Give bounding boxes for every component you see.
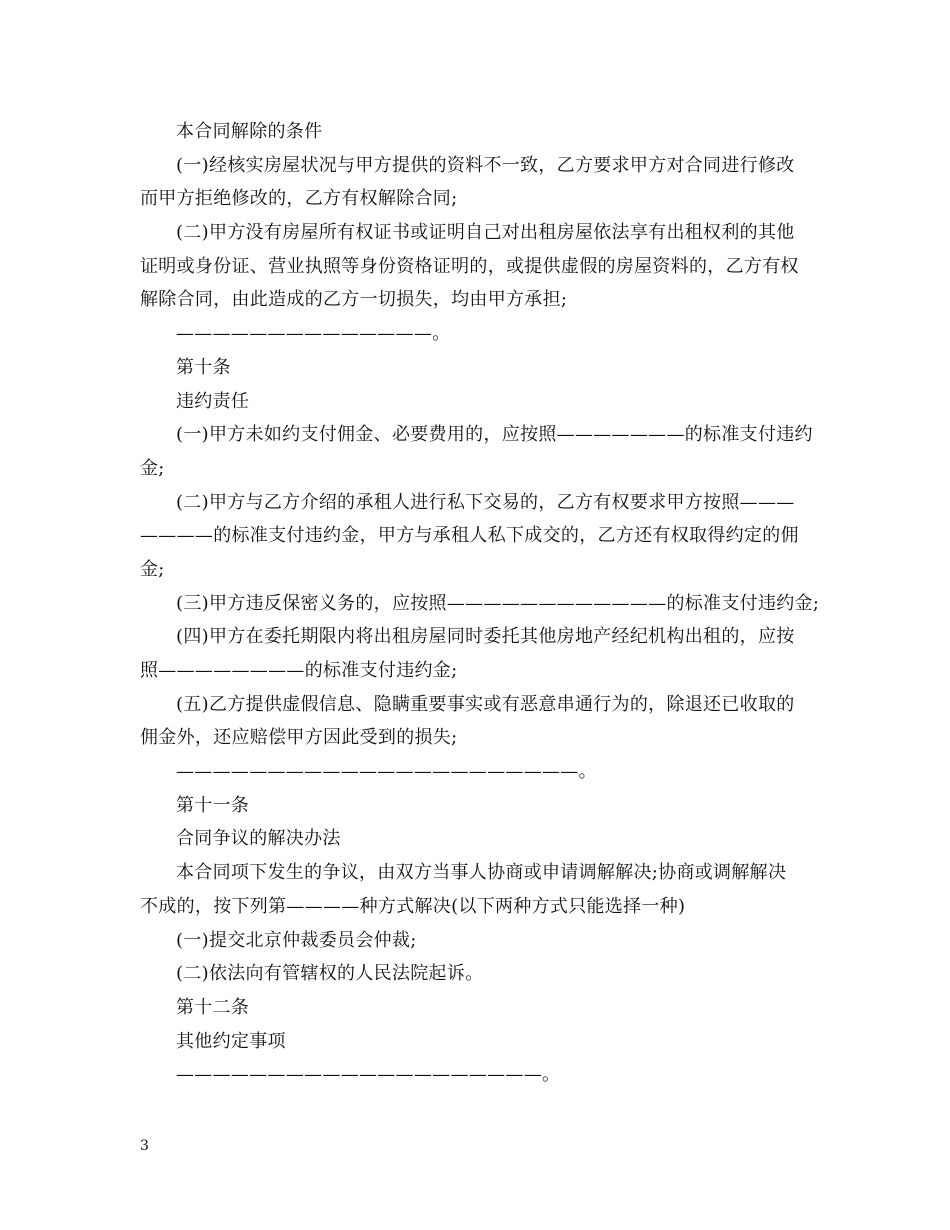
paragraph-line: 本合同项下发生的争议，由双方当事人协商或申请调解解决;协商或调解解决 [176,862,787,884]
blank-fill-line: ——————————————。 [176,323,451,345]
paragraph-line: ————的标准支付违约金，甲方与承租人私下成交的，乙方还有权取得约定的佣 [140,525,799,547]
paragraph-line: (一)甲方未如约支付佣金、必要费用的，应按照———————的标准支付违约 [176,424,813,446]
article-title: 其他约定事项 [176,1030,286,1052]
paragraph-line: 照————————的标准支付违约金; [140,660,458,681]
paragraph-line: (二)甲方与乙方介绍的承租人进行私下交易的，乙方有权要求甲方按照——— [176,491,795,513]
paragraph-line: 不成的，按下列第————种方式解决(以下两种方式只能选择一种) [140,895,686,917]
paragraph-line: 证明或身份证、营业执照等身份资格证明的，或提供虚假的房屋资料的，乙方有权 [140,255,799,277]
paragraph-line: 而甲方拒绝修改的，乙方有权解除合同; [140,188,458,210]
paragraph-line: 佣金外，还应赔偿甲方因此受到的损失; [140,727,458,749]
document-body [140,115,820,1092]
article-title: 违约责任 [176,390,250,412]
paragraph-line: (二)依法向有管辖权的人民法院起诉。 [176,963,484,985]
article-number: 第十二条 [176,996,250,1018]
clause-heading-termination: 本合同解除的条件 [176,121,323,142]
paragraph-line: (二)甲方没有房屋所有权证书或证明自己对出租房屋依法享有出租权利的其他 [176,222,795,244]
paragraph-line: (一)提交北京仲裁委员会仲裁; [176,929,417,951]
paragraph-line: (一)经核实房屋状况与甲方提供的资料不一致，乙方要求甲方对合同进行修改 [176,154,795,176]
article-number: 第十一条 [176,794,250,816]
paragraph-line: 金; [140,558,165,580]
blank-fill-line: ——————————————————————。 [176,761,597,783]
paragraph-line: (四)甲方在委托期限内将出租房屋同时委托其他房地产经纪机构出租的，应按 [176,626,795,648]
paragraph-line: (五)乙方提供虚假信息、隐瞒重要事实或有恶意串通行为的，除退还已收取的 [176,693,795,715]
page-number: 3 [140,1138,149,1154]
paragraph-line: (三)甲方违反保密义务的，应按照————————————的标准支付违约金; [176,592,820,614]
paragraph-line: 解除合同，由此造成的乙方一切损失，均由甲方承担; [140,289,568,311]
article-title: 合同争议的解决办法 [176,828,341,850]
paragraph-line: 金; [140,457,165,479]
article-number: 第十条 [176,356,231,378]
blank-fill-line: ————————————————————。 [176,1064,561,1086]
